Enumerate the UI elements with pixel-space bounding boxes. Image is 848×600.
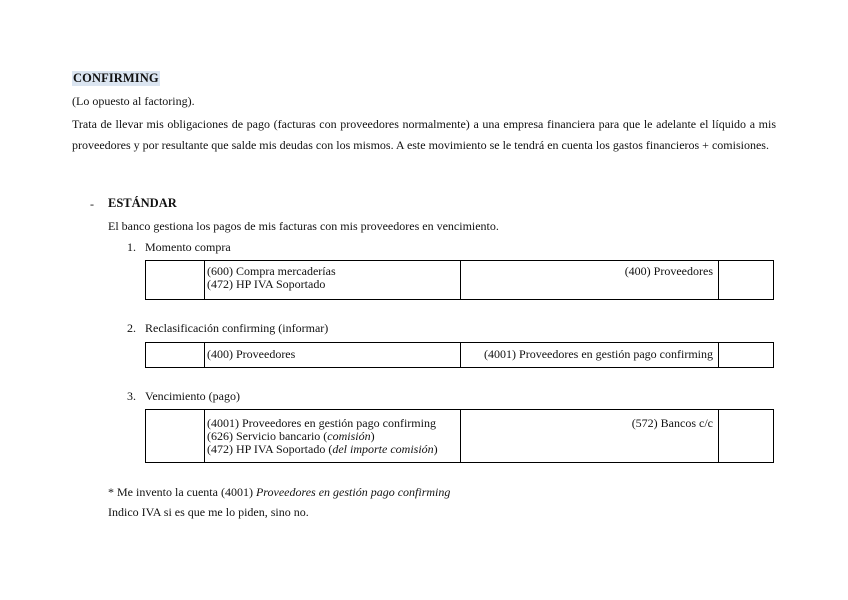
entry-debit-cell: [204, 410, 461, 462]
journal-entry-table: [145, 260, 774, 300]
entry-credit-cell: [461, 261, 719, 299]
debit-account: (472) HP IVA Soportado: [207, 277, 326, 291]
credit-account: (572) Bancos c/c: [631, 416, 713, 430]
step-label: Reclasificación confirming (informar): [145, 321, 329, 335]
entry-amount-credit-cell: [719, 343, 773, 367]
credit-account: (4001) Proveedores en gestión pago confirming: [484, 347, 713, 361]
debit-account: (4001) Proveedores en gestión pago confirming: [207, 416, 436, 430]
entry-credit-cell: [461, 343, 719, 367]
entry-amount-credit-cell: [719, 261, 773, 299]
footnote-account: Proveedores en gestión pago confirming: [255, 485, 451, 499]
debit-account: (600) Compra mercaderías: [207, 264, 336, 278]
entry-amount-credit-cell: [719, 410, 773, 462]
entry-amount-debit-cell: [146, 343, 205, 367]
footnote-text: * Me invento la cuenta (4001): [108, 485, 256, 499]
debit-account-text: (472) HP IVA Soportado (: [207, 442, 333, 456]
step-label: Vencimiento (pago): [145, 389, 240, 403]
debit-account-note: del importe comisión: [332, 442, 434, 456]
debit-account-note: comisión: [327, 429, 371, 443]
section-title: ESTÁNDAR: [108, 196, 177, 210]
debit-account-text: ): [433, 442, 438, 456]
footnote: [108, 485, 450, 500]
step-number: 2.: [127, 321, 136, 335]
step-label: Momento compra: [145, 240, 231, 254]
section-bullet: -: [90, 197, 94, 211]
section-description: El banco gestiona los pagos de mis facturas con mis proveedores en vencimiento.: [108, 219, 499, 233]
entry-credit-cell: [461, 410, 719, 462]
step-number: 3.: [127, 389, 136, 403]
entry-debit-cell: [204, 343, 461, 367]
entry-amount-debit-cell: [146, 410, 205, 462]
entry-amount-debit-cell: [146, 261, 205, 299]
journal-entry-table: [145, 342, 774, 368]
intro-text: (Lo opuesto al factoring).: [72, 94, 195, 108]
step-number: 1.: [127, 240, 136, 254]
credit-account: (400) Proveedores: [624, 264, 713, 278]
debit-account: [207, 443, 457, 456]
closing-note: Indico IVA si es que me lo piden, sino no.: [108, 505, 309, 519]
debit-account-text: ): [370, 429, 375, 443]
journal-entry-table: [145, 409, 774, 463]
entry-debit-cell: [204, 261, 461, 299]
debit-account: (400) Proveedores: [207, 347, 296, 361]
debit-account-text: (626) Servicio bancario (: [207, 429, 328, 443]
document-title: CONFIRMING: [73, 71, 159, 85]
description-paragraph: Trata de llevar mis obligaciones de pago (facturas con proveedores normalmente) a una empresa financiera para que le adelante el líquido a mis proveedores y por resultante que salde mis deudas con los mismos. A este movimiento se le tendrá en cuenta los gastos financieros + comisiones.: [72, 117, 776, 152]
